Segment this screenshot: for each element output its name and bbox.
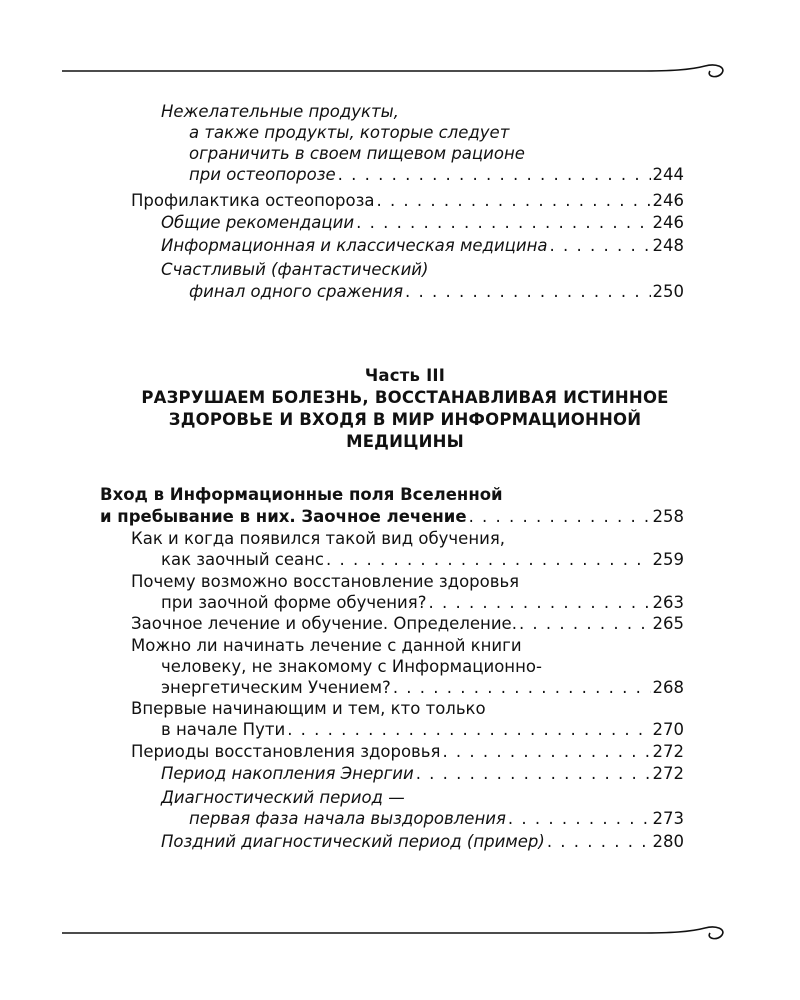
page-number: 268 [652,678,684,697]
toc-entry-leader-line [161,677,684,698]
toc-entry-title: Профилактика остеопороза [131,191,375,210]
toc-entry-leader-line [131,190,684,211]
toc-entry-title: Общие рекомендации [161,213,355,232]
page-number: 265 [652,614,684,633]
page-number: 273 [652,809,684,828]
toc-entry-leader-line [161,549,684,570]
page-number: 280 [652,832,684,851]
page-number: 263 [652,593,684,612]
dot-leader [519,613,651,634]
page-number: 244 [652,165,684,184]
toc-entry-title: при заочной форме обучения? [161,593,427,612]
toc-entry-leader-line [100,506,684,527]
toc-entry-leader-line [161,212,684,233]
dot-leader [376,190,650,211]
toc-entry-leader-line [161,763,684,784]
toc-entry-line [161,259,428,280]
toc-entry-leader-line [189,281,684,302]
page-number: 272 [652,764,684,783]
toc-entry-leader-line [131,613,684,634]
toc-entry-title: как заочный сеанс [161,550,324,569]
toc-entry-title: Информационная и классическая медицина [161,236,548,255]
toc-entry-text: человеку, не знакомому с Информационно- [161,657,542,676]
dot-leader [338,164,651,185]
page-number: 270 [652,720,684,739]
dot-leader [405,281,650,302]
toc-entry-title: в начале Пути [161,720,286,739]
toc-entry-title: Период накопления Энергии [161,764,414,783]
top-decorative-rule [0,58,800,88]
toc-entry-line [189,143,525,164]
toc-entry-title: и пребывание в них. Заочное лечение [100,507,467,526]
toc-entry-title: Периоды восстановления здоровья [131,742,441,761]
dot-leader [287,719,650,740]
toc-entry-line [131,571,519,592]
part-title-line: РАЗРУШАЕМ БОЛЕЗНЬ, ВОССТАНАВЛИВАЯ ИСТИННОЕ [141,388,669,407]
dot-leader [547,831,651,852]
toc-entry-leader-line [161,719,684,740]
toc-entry-text: Как и когда появился такой вид обучения, [131,529,506,548]
toc-entry-line [131,635,522,656]
toc-entry-leader-line [189,164,684,185]
page-number: 248 [652,236,684,255]
dot-leader [393,677,651,698]
toc-entry-title: первая фаза начала выздоровления [189,809,506,828]
toc-entry-title: Заочное лечение и обучение. Определение. [131,614,517,633]
toc-entry-text: Почему возможно восстановление здоровья [131,572,520,591]
toc-entry-text: Вход в Информационные поля Вселенной [100,485,503,504]
dot-leader [356,212,650,233]
dot-leader [442,741,650,762]
dot-leader [326,549,651,570]
toc-entry-line [161,787,405,808]
toc-entry [161,101,684,122]
toc-entry-text: Впервые начинающим и тем, кто только [131,699,486,718]
dot-leader [550,235,651,256]
part-label: Часть III [364,366,446,385]
toc-entry-line [189,122,509,143]
page-number: 258 [652,507,684,526]
toc-entry-title: Поздний диагностический период (пример) [161,832,545,851]
part-title-line: ЗДОРОВЬЕ И ВХОДЯ В МИР ИНФОРМАЦИОННОЙ [168,410,642,429]
toc-entry-text: Счастливый (фантастический) [161,260,429,279]
dot-leader [508,808,651,829]
toc-entry-line [161,656,542,677]
toc-entry-line [131,528,505,549]
toc-entry-text: ограничить в своем пищевом рационе [189,144,525,163]
toc-entry-leader-line [161,831,684,852]
bottom-decorative-rule [0,920,800,950]
toc-entry-text: Диагностический период — [161,788,405,807]
page-number: 246 [652,191,684,210]
toc-entry-line [100,484,503,505]
toc-entry-line: Нежелательные продукты, [161,102,399,121]
toc-entry-text: Можно ли начинать лечение с данной книги [131,636,522,655]
page-number: 250 [652,282,684,301]
toc-entry-title: финал одного сражения [189,282,404,301]
toc-entry-title: при остеопорозе [189,165,336,184]
part-heading [80,365,730,453]
toc-entry-title: энергетическим Учением? [161,678,391,697]
page-number: 272 [652,742,684,761]
page-number: 259 [652,550,684,569]
part-title-line: МЕДИЦИНЫ [346,432,464,451]
toc-entry-leader-line [161,235,684,256]
toc-entry-text: а также продукты, которые следует [189,123,510,142]
page-number: 246 [652,213,684,232]
toc-entry-leader-line [189,808,684,829]
dot-leader [428,592,650,613]
toc-entry-leader-line [131,741,684,762]
toc-entry-line [131,698,486,719]
dot-leader [469,506,651,527]
toc-entry-leader-line [161,592,684,613]
dot-leader [416,763,651,784]
